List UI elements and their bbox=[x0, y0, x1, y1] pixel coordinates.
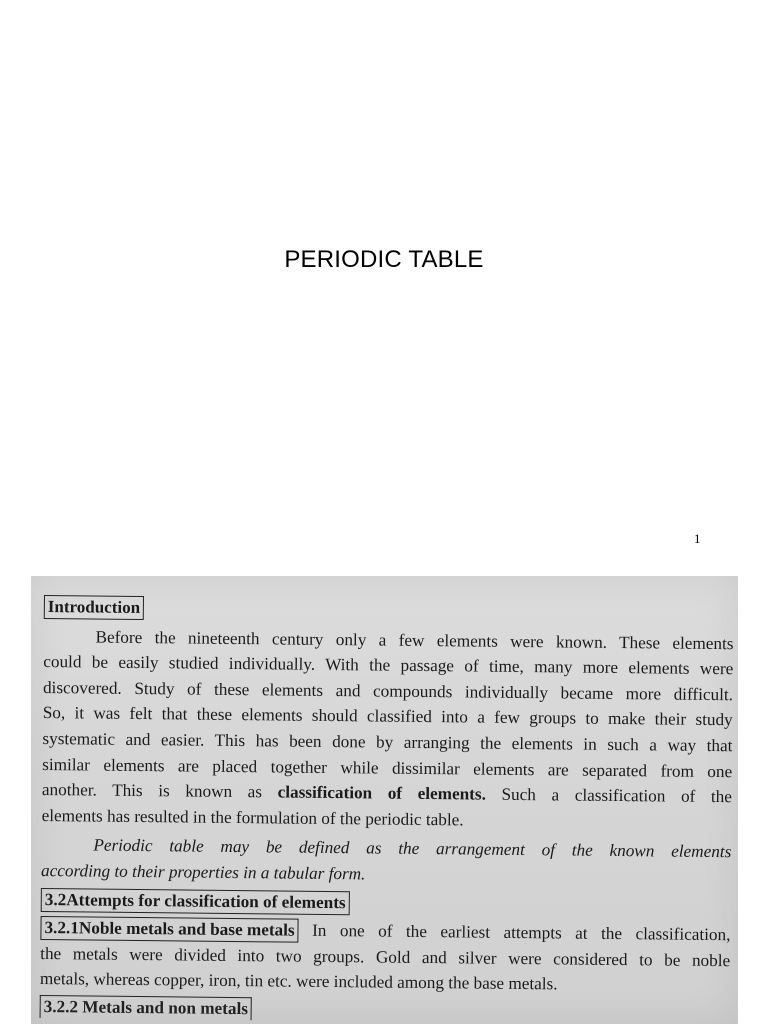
classification-term: classification of elements. bbox=[277, 782, 487, 804]
intro-line: elements has resulted in the formulation of the periodic table. bbox=[41, 805, 464, 830]
intro-line: So, it was felt that these elements should classified into a few groups to make their study bbox=[42, 703, 733, 730]
page-number: 1 bbox=[694, 531, 701, 546]
intro-line-text: another. This is known as bbox=[41, 780, 263, 802]
intro-line: systematic and easier. This has been done by arranging the elements in such a way that bbox=[42, 728, 733, 756]
intro-line: Before the nineteenth century only a few elements were known. These elements bbox=[95, 627, 734, 653]
section-heading: 3.2Attempts for classification of elements bbox=[41, 888, 350, 915]
intro-line: discovered. Study of these elements and compounds individually became more difficult. bbox=[42, 677, 734, 705]
intro-line: similar elements are placed together while dissimilar elements are separated from one bbox=[42, 754, 733, 781]
definition-paragraph bbox=[41, 832, 731, 890]
subsection-text: In one of the earliest attempts at the classification, bbox=[312, 920, 731, 945]
subsection-line: the metals were divided into two groups. Gold and silver were considered to be noble bbox=[40, 943, 731, 970]
noble-metals-paragraph bbox=[40, 915, 731, 999]
definition-line: Periodic table may be defined as the arrangement of the known elements bbox=[93, 835, 732, 862]
intro-line-text: Such a classification of the bbox=[501, 784, 733, 807]
introduction-paragraph bbox=[42, 624, 734, 836]
slide-title: PERIODIC TABLE bbox=[284, 246, 484, 273]
textbook-text bbox=[40, 594, 734, 1024]
introduction-heading: Introduction bbox=[44, 595, 145, 620]
intro-line: could be easily studied individually. With the passage of time, many more elements were bbox=[43, 652, 734, 679]
textbook-photo bbox=[31, 576, 738, 1024]
subsection-line: metals, whereas copper, iron, tin etc. were included among the base metals. bbox=[39, 969, 558, 994]
subsection-heading: 3.2.1Noble metals and base metals bbox=[40, 916, 298, 943]
next-heading-cut-off bbox=[40, 994, 730, 1024]
definition-line: according to their properties in a tabular form. bbox=[41, 860, 366, 884]
next-heading: 3.2.2 Metals and non metals bbox=[40, 995, 253, 1020]
